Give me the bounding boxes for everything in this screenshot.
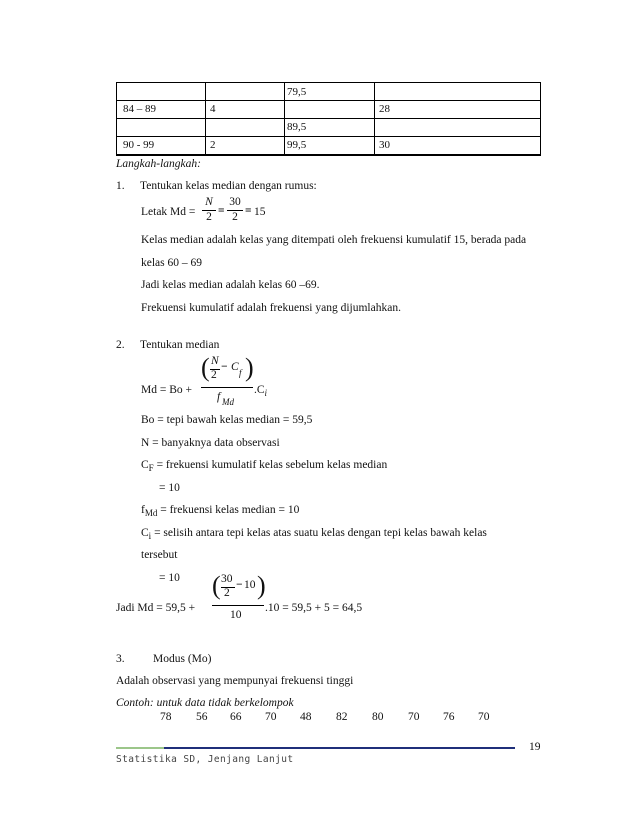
table-row-divider <box>117 100 540 101</box>
data-value: 56 <box>196 711 208 723</box>
footer-rule-green <box>116 747 164 749</box>
table-cell: 79,5 <box>287 86 307 98</box>
table-last-row <box>116 136 541 155</box>
data-value: 78 <box>160 711 172 723</box>
footer-rule-blue <box>164 747 515 749</box>
jadi-md-result: .10 = 59,5 + 5 = 64,5 <box>265 602 363 614</box>
fraction-n-over-2: N 2 <box>202 196 216 223</box>
step1-title: Tentukan kelas median dengan rumus: <box>140 180 317 192</box>
steps-heading: Langkah-langkah: <box>116 158 201 170</box>
data-value: 70 <box>265 711 277 723</box>
letak-md-label: Letak Md = <box>141 206 196 218</box>
definition-cf: $C_F$ = frekuensi kumulatif kelas sebelum kelas median <box>141 459 388 473</box>
definition-ci-line2: tersebut <box>141 549 178 561</box>
data-value: 82 <box>336 711 348 723</box>
equals-sign: = <box>218 205 225 217</box>
median-formula-fraction: ( ) N 2 − C f f Md <box>201 353 254 407</box>
data-value: 66 <box>230 711 242 723</box>
paragraph-line: Frekuensi kumulatif adalah frekuensi yang dijumlahkan. <box>141 302 401 314</box>
step2-title: Tentukan median <box>140 339 220 351</box>
step2-number: 2. <box>116 339 125 351</box>
median-formula-tail: $.C_i$ <box>254 384 268 398</box>
table-row-divider <box>117 118 540 119</box>
jadi-md-fraction: ( ) 30 2 − 10 10 <box>212 571 266 621</box>
definition-ci-value: = 10 <box>159 572 180 584</box>
footer-text: Statistika SD, Jenjang Lanjut <box>116 754 294 765</box>
table-cell: 2 <box>210 139 216 151</box>
data-value: 76 <box>443 711 455 723</box>
fraction-30-over-2: 30 2 <box>227 196 243 223</box>
table-cell: 99,5 <box>287 139 307 151</box>
table-cell: 30 <box>379 139 390 151</box>
step3-title: Modus (Mo) <box>153 653 212 665</box>
table-cell: 89,5 <box>287 121 307 133</box>
table-cell: 90 - 99 <box>123 139 155 151</box>
table-cell: 4 <box>210 103 216 115</box>
data-value: 48 <box>300 711 312 723</box>
modus-definition: Adalah observasi yang mempunyai frekuensi tinggi <box>116 675 354 687</box>
paragraph-line: Jadi kelas median adalah kelas 60 –69. <box>141 279 320 291</box>
table-cell: 28 <box>379 103 390 115</box>
data-value: 70 <box>478 711 490 723</box>
equals-sign: = <box>245 205 252 217</box>
page-number: 19 <box>529 741 541 753</box>
definition-n: N = banyaknya data observasi <box>141 437 280 449</box>
median-formula-label: Md = Bo + <box>141 384 192 396</box>
definition-ci: $C_i$ = selisih antara tepi kelas atas suatu kelas dengan tepi kelas bawah kelas <box>141 527 487 541</box>
step1-number: 1. <box>116 180 125 192</box>
paragraph-line: kelas 60 – 69 <box>141 257 203 269</box>
table-cell: 84 – 89 <box>123 103 156 115</box>
definition-bo: Bo = tepi bawah kelas median = 59,5 <box>141 414 313 426</box>
definition-cf-value: = 10 <box>159 482 180 494</box>
letak-md-result: 15 <box>254 206 266 218</box>
jadi-md-label: Jadi Md = 59,5 + <box>116 602 196 614</box>
paragraph-line: Kelas median adalah kelas yang ditempati oleh frekuensi kumulatif 15, berada pada <box>141 234 527 246</box>
step3-number: 3. <box>116 653 125 665</box>
modus-example-heading: Contoh: untuk data tidak berkelompok <box>116 697 294 709</box>
data-value: 70 <box>408 711 420 723</box>
data-value: 80 <box>372 711 384 723</box>
definition-fmd: $f_{Md}$ = frekuensi kelas median = 10 <box>141 504 300 518</box>
